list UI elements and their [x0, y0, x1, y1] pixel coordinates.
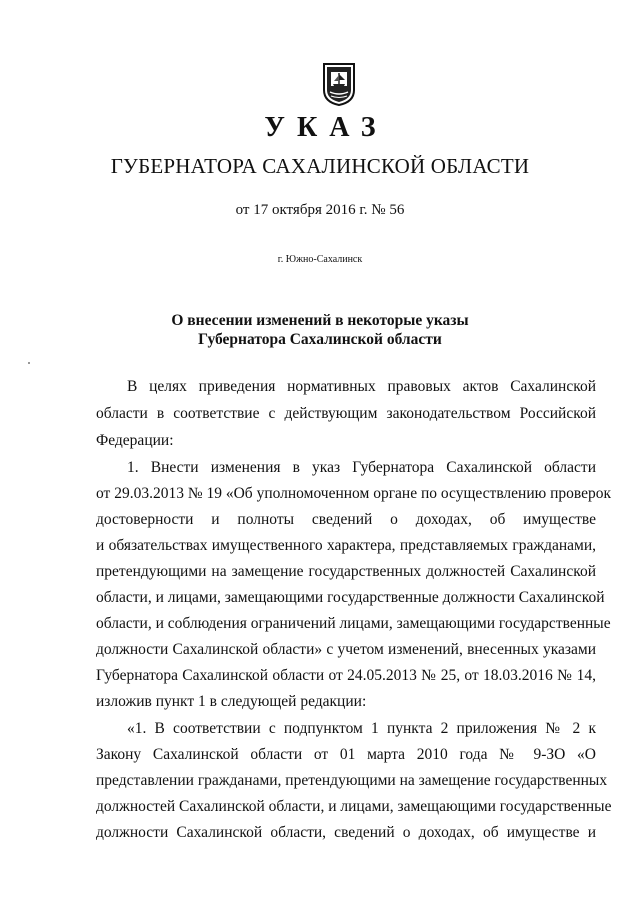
body-line: области, и лицами, замещающими государственные должности Сахалинской	[96, 589, 605, 606]
heading-line: Губернатора Сахалинской области	[198, 331, 442, 348]
coat-of-arms-icon	[322, 62, 356, 106]
body-line: представлении гражданами, претендующими на замещение государственных	[96, 772, 608, 789]
body-line: области, и соблюдения ограничений лицами, замещающими государственные	[96, 615, 611, 632]
heading-line: О внесении изменений в некоторые указы	[171, 312, 469, 329]
scan-speck	[28, 362, 30, 364]
body-line: изложив пункт 1 в следующей редакции:	[96, 693, 367, 710]
body-line: «1. В соответствии с подпунктом 1 пункта 2 приложения № 2 к	[127, 720, 596, 737]
body-line: Закону Сахалинской области от 01 марта 2010 года № 9-ЗО «О	[96, 746, 596, 763]
body-line: Губернатора Сахалинской области от 24.05.2013 № 25, от 18.03.2016 № 14,	[96, 667, 596, 684]
body-line: должностей Сахалинской области, и лицами, замещающими государственные	[96, 798, 612, 815]
body-line: от 29.03.2013 № 19 «Об уполномоченном органе по осуществлению проверок	[96, 485, 612, 502]
issuer-title: ГУБЕРНАТОРА САХАЛИНСКОЙ ОБЛАСТИ	[110, 154, 530, 178]
body-line: области в соответствие с действующим законодательством Российской	[96, 405, 596, 422]
decree-date: от 17 октября 2016 г. № 56	[235, 202, 405, 218]
body-line: достоверности и полноты сведений о доходах, об имуществе	[96, 511, 596, 528]
decree-heading	[0, 311, 640, 349]
body-line: и обязательствах имущественного характера, представляемых гражданами,	[96, 537, 596, 554]
decree-title: УКАЗ	[264, 112, 388, 143]
body-line: должности Сахалинской области, сведений о доходах, об имуществе и	[96, 824, 596, 841]
body-line: Федерации:	[96, 432, 174, 449]
body-line: претендующими на замещение государственных должностей Сахалинской	[96, 563, 596, 580]
body-line: должности Сахалинской области» с учетом изменений, внесенных указами	[96, 641, 596, 658]
body-line: 1. Внести изменения в указ Губернатора Сахалинской области	[127, 459, 596, 476]
body-line: В целях приведения нормативных правовых актов Сахалинской	[127, 378, 596, 395]
issue-city: г. Южно-Сахалинск	[277, 254, 363, 265]
